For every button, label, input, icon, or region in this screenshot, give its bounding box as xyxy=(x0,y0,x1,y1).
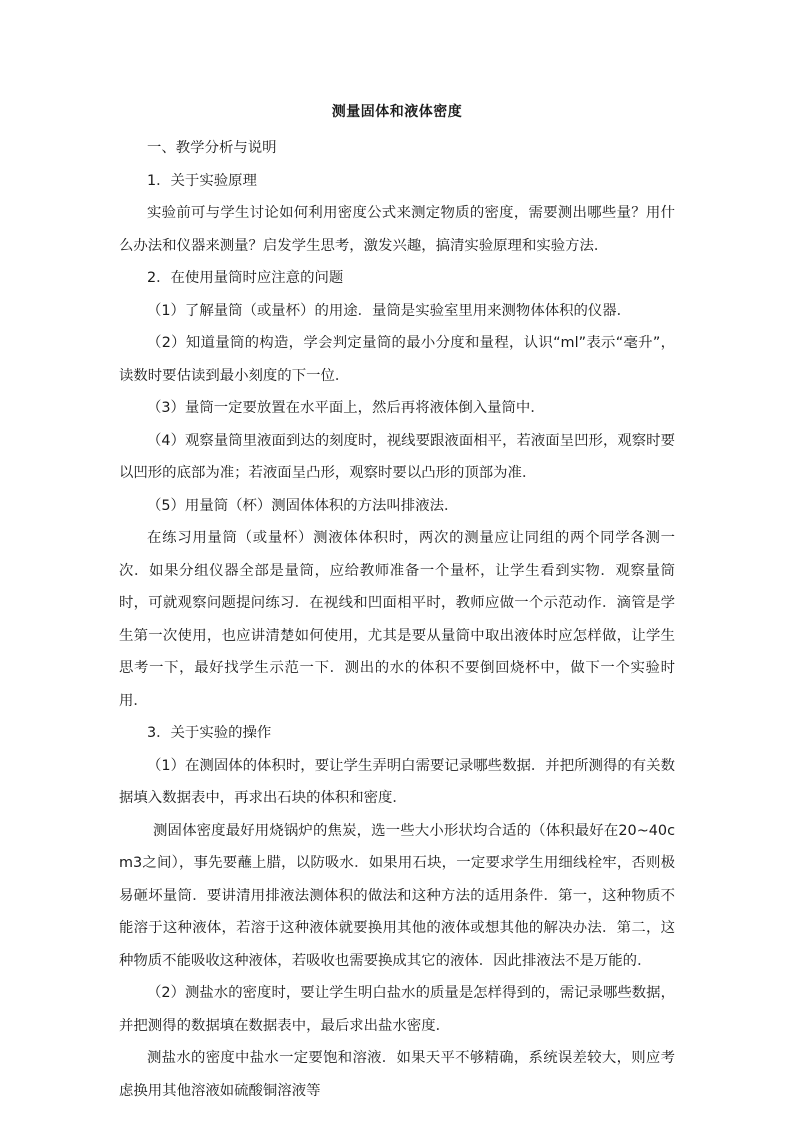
subsection-heading: 1．关于实验原理 xyxy=(147,172,257,189)
subsection-heading: 3．关于实验的操作 xyxy=(147,725,272,741)
list-item: （4）观察量筒里液面到达的刻度时，视线要跟液面相平，若液面呈凹形，观察时要以凹形的底部为准；若液面呈凸形，观察时要以凸形的顶部为准． xyxy=(119,432,675,481)
list-item: （2）测盐水的密度时，要让学生明白盐水的质量是怎样得到的，需记录哪些数据，并把测得的数据填在数据表中，最后求出盐水密度． xyxy=(119,985,675,1034)
paragraph: 测固体密度最好用烧锅炉的焦炭，选一些大小形状均合适的（体积最好在20~40cm3之间），事先要蘸上腊，以防吸水．如果用石块，一定要求学生用细线栓牢，否则极易砸坏量筒．要讲清用排液法测体积的做法和这种方法的适用条件．第一，这种物质不能溶于这种液体，若溶于这种液体就要换用其他的液体或想其他的解决办法．第二，这种物质不能吸收这种液体，若吸收也需要换成其它的液体．因此排液法不是万能的． xyxy=(119,822,675,969)
paragraph: 测盐水的密度中盐水一定要饱和溶液．如果天平不够精确，系统误差较大，则应考虑换用其他溶液如硫酸铜溶液等 xyxy=(119,1050,675,1099)
paragraph: 在练习用量筒（或量杯）测液体体积时，两次的测量应让同组的两个同学各测一次．如果分组仪器全部是量筒，应给教师准备一个量杯，让学生看到实物．观察量筒时，可就观察问题提问练习．在视线和凹面相平时，教师应做一个示范动作．滴管是学生第一次使用，也应讲清楚如何使用，尤其是要从量筒中取出液体时应怎样做，让学生思考一下，最好找学生示范一下．测出的水的体积不要倒回烧杯中，做下一个实验时用． xyxy=(119,530,675,709)
document-title: 测量固体和液体密度 xyxy=(331,104,463,120)
list-item: （3）量筒一定要放置在水平面上，然后再将液体倒入量筒中． xyxy=(147,400,545,416)
subsection-heading: 2．在使用量筒时应注意的问题 xyxy=(147,270,344,286)
list-item: （2）知道量筒的构造，学会判定量筒的最小分度和量程，认识“ml”表示“毫升”，读数时要估读到最小刻度的下一位． xyxy=(119,335,675,384)
list-item: （1）在测固体的体积时，要让学生弄明白需要记录哪些数据．并把所测得的有关数据填入数据表中，再求出石块的体积和密度． xyxy=(119,757,675,806)
section-heading: 一、教学分析与说明 xyxy=(147,140,277,156)
document-body xyxy=(119,100,675,1107)
list-item: （5）用量筒（杯）测固体体积的方法叫排液法． xyxy=(147,497,459,514)
paragraph: 实验前可与学生讨论如何利用密度公式来测定物质的密度，需要测出哪些量？用什么办法和仪器来测量？启发学生思考，激发兴趣，搞清实验原理和实验方法． xyxy=(119,205,675,254)
list-item: （1）了解量筒（或量杯）的用途．量筒是实验室里用来测物体体积的仪器． xyxy=(147,302,632,319)
